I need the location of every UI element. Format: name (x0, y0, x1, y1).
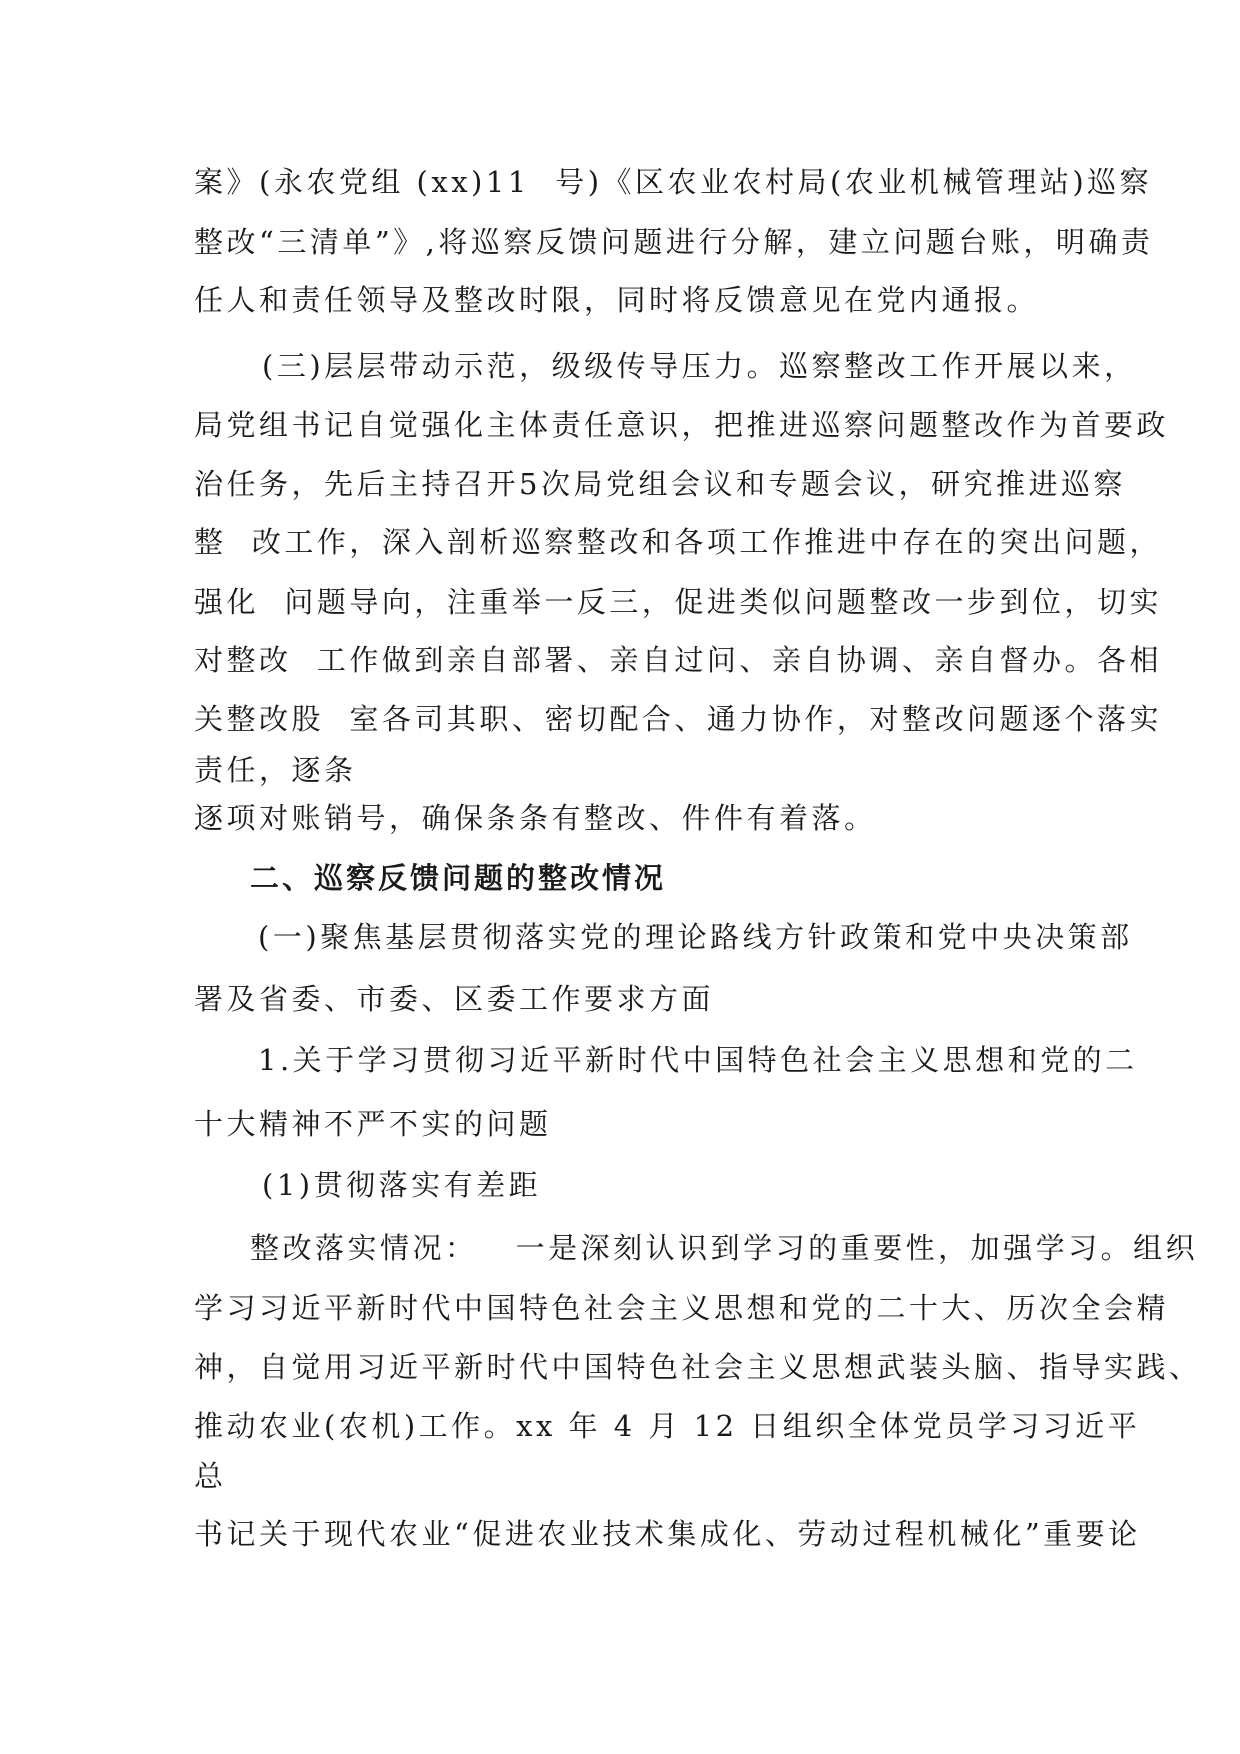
text-line: 任人和责任领导及整改时限，同时将反馈意见在党内通报。 (194, 283, 1040, 317)
text-line: 局党组书记自觉强化主体责任意识，把推进巡察问题整改作为首要政 (194, 408, 1170, 442)
text-line: 责任，逐条 (194, 753, 357, 787)
paragraph-heading: (三)层层带动示范，级级传导压力。巡察整改工作开展以来， (262, 349, 1137, 383)
text-line: 十大精神不严不实的问题 (194, 1107, 552, 1141)
section-heading: 二、巡察反馈问题的整改情况 (250, 861, 667, 895)
text-line: 推动农业(农机)工作。xx 年 4 月 12 日组织全体党员学习习近平 (194, 1409, 1141, 1443)
text-line: 学习习近平新时代中国特色社会主义思想和党的二十大、历次全会精 (194, 1291, 1170, 1325)
subsection-heading: (一)聚焦基层贯彻落实党的理论路线方针政策和党中央决策部 (258, 920, 1133, 954)
text-line: 关整改股 室各司其职、密切配合、通力协作，对整改问题逐个落实 (194, 702, 1162, 736)
text-line: 总 (194, 1459, 227, 1493)
item-heading: 1.关于学习贯彻习近平新时代中国特色社会主义思想和党的二 (258, 1043, 1138, 1077)
text-line: 治任务，先后主持召开5次局党组会议和专题会议，研究推进巡察 (194, 467, 1126, 501)
text-line: 案》(永农党组 (xx)11 号)《区农业农村局(农业机械管理站)巡察 (194, 165, 1153, 199)
text-line: 整改“三清单”》,将巡察反馈问题进行分解，建立问题台账，明确责 (194, 225, 1154, 259)
subitem-heading: (1)贯彻落实有差距 (262, 1168, 542, 1202)
text-line: 书记关于现代农业“促进农业技术集成化、劳动过程机械化”重要论 (194, 1517, 1141, 1551)
text-line: 神，自觉用习近平新时代中国特色社会主义思想武装头脑、指导实践、 (194, 1350, 1202, 1384)
text-line: 整改落实情况： 一是深刻认识到学习的重要性，加强学习。组织 (250, 1231, 1199, 1265)
text-line: 署及省委、市委、区委工作要求方面 (194, 982, 715, 1016)
text-line: 逐项对账销号，确保条条有整改、件件有着落。 (194, 801, 877, 835)
text-line: 对整改 工作做到亲自部署、亲自过问、亲自协调、亲自督办。各相 (194, 643, 1162, 677)
text-line: 整 改工作，深入剖析巡察整改和各项工作推进中存在的突出问题， (194, 525, 1162, 559)
text-line: 强化 问题导向，注重举一反三，促进类似问题整改一步到位，切实 (194, 585, 1162, 619)
